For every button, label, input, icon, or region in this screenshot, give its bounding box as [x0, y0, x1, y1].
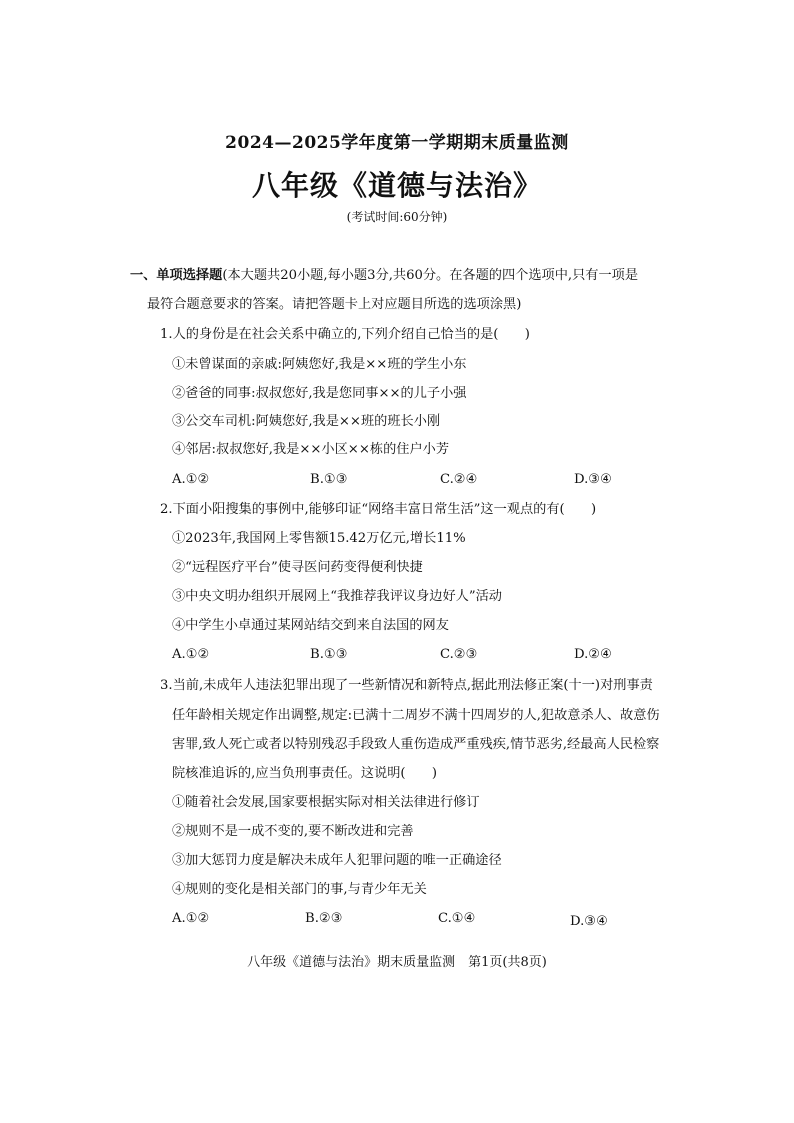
question-stem: 2.下面小阳搜集的事例中,能够印证“网络丰富日常生活”这一观点的有( ) — [160, 502, 597, 517]
option-d[interactable]: D.③④ — [570, 914, 608, 929]
statement-item: ②“远程医疗平台”使寻医问药变得便利快捷 — [172, 560, 423, 575]
statement-item: ③中央文明办组织开展网上“我推荐我评议身边好人”活动 — [172, 589, 502, 604]
exam-time-note: (考试时间:60分钟) — [346, 210, 448, 224]
option-c[interactable]: C.①④ — [438, 911, 476, 926]
statement-item: ③加大惩罚力度是解决未成年人犯罪问题的唯一正确途径 — [172, 853, 502, 868]
option-d[interactable]: D.②④ — [574, 647, 612, 662]
option-a[interactable]: A.①② — [172, 911, 210, 926]
page-footer: 八年级《道德与法治》期末质量监测 第1页(共8页) — [247, 955, 547, 970]
section-instructions-line1: (本大题共20小题,每小题3分,共60分。在各题的四个选项中,只有一项是 — [222, 268, 639, 283]
option-a[interactable]: A.①② — [172, 647, 210, 662]
statement-item: ①2023年,我国网上零售额15.42万亿元,增长11% — [172, 531, 466, 546]
option-b[interactable]: B.①③ — [310, 472, 348, 487]
option-c[interactable]: C.②③ — [440, 647, 478, 662]
option-c[interactable]: C.②④ — [440, 472, 478, 487]
statement-item: ②爸爸的同事:叔叔您好,我是您同事××的儿子小强 — [172, 386, 467, 401]
statement-item: ③公交车司机:阿姨您好,我是××班的班长小刚 — [172, 414, 441, 429]
statement-item: ②规则不是一成不变的,要不断改进和完善 — [172, 824, 414, 839]
section-title: 一、单项选择题 — [130, 268, 223, 283]
statement-item: ④规则的变化是相关部门的事,与青少年无关 — [172, 882, 427, 897]
statement-item: ①未曾谋面的亲戚:阿姨您好,我是××班的学生小东 — [172, 357, 467, 372]
option-b[interactable]: B.②③ — [305, 911, 343, 926]
option-d[interactable]: D.③④ — [574, 472, 612, 487]
question-stem-continued: 害罪,致人死亡或者以特别残忍手段致人重伤造成严重残疾,情节恶劣,经最高人民检察 — [172, 737, 660, 752]
section-heading — [130, 266, 638, 286]
section-instructions-line2: 最符合题意要求的答案。请把答题卡上对应题目所选的选项涂黑) — [147, 297, 522, 312]
exam-year-title: 2024—2025学年度第一学期期末质量监测 — [225, 133, 569, 153]
statement-item: ④中学生小卓通过某网站结交到来自法国的网友 — [172, 618, 449, 633]
question-stem: 3.当前,未成年人违法犯罪出现了一些新情况和新特点,据此刑法修正案(十一)对刑事责 — [160, 678, 653, 693]
question-stem-continued: 任年龄相关规定作出调整,规定:已满十二周岁不满十四周岁的人,犯故意杀人、故意伤 — [172, 708, 660, 723]
question-stem: 1.人的身份是在社会关系中确立的,下列介绍自己恰当的是( ) — [160, 327, 530, 342]
option-b[interactable]: B.①③ — [310, 647, 348, 662]
statement-item: ①随着社会发展,国家要根据实际对相关法律进行修订 — [172, 795, 480, 810]
exam-main-title: 八年级《道德与法治》 — [251, 169, 542, 202]
option-a[interactable]: A.①② — [172, 472, 210, 487]
statement-item: ④邻居:叔叔您好,我是××小区××栋的住户小芳 — [172, 442, 450, 457]
question-stem-continued: 院核准追诉的,应当负刑事责任。这说明( ) — [172, 766, 438, 781]
